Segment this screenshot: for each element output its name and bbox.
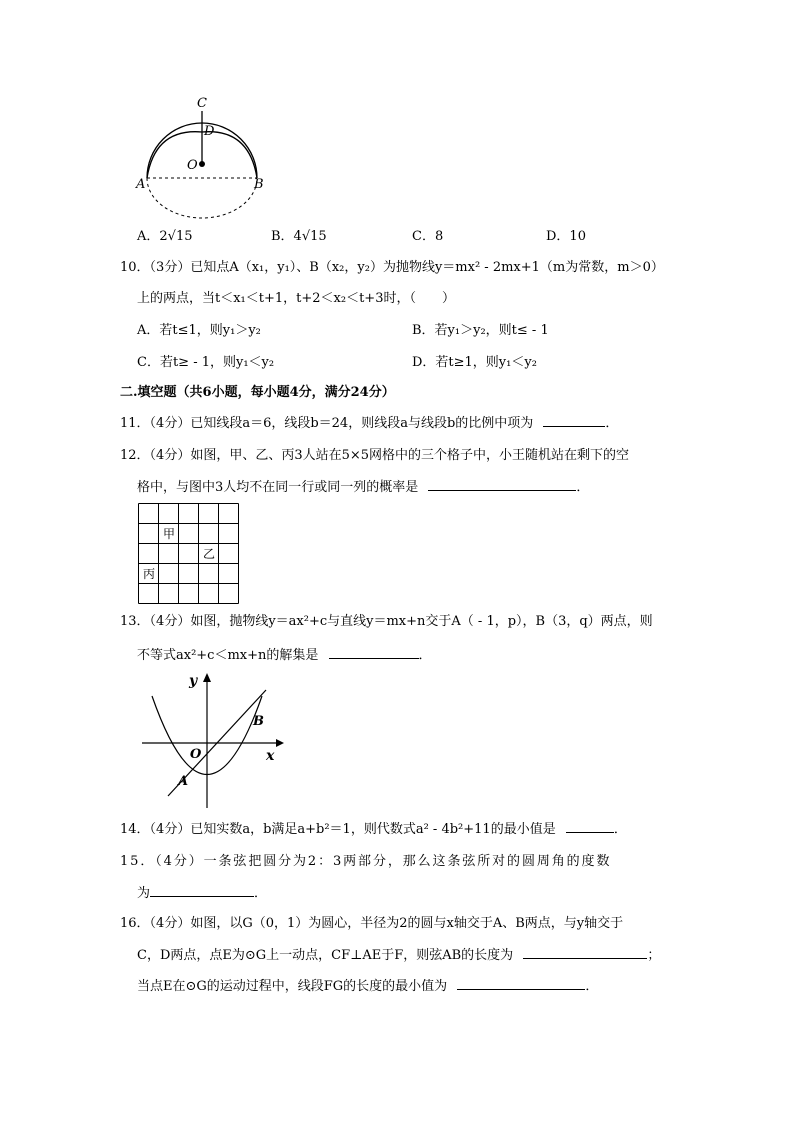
q16-period: ． [585,979,599,994]
q16-ab-answer-blank[interactable] [523,945,647,959]
q9-label-o: O [187,158,198,173]
q13-y-arrow [203,673,211,682]
q16-line-3 [137,976,598,997]
q13-label-y: y [189,673,198,689]
q9-label-d: D [204,124,215,139]
q10-option-c: C．若t≥ - 1，则y₁＜y₂ [137,355,275,370]
q13-figure [138,668,288,813]
q15-line-2 [137,883,267,904]
q12-cell-jia: 甲 [162,527,175,541]
q15-text-2: 为 [137,886,151,901]
q12-period: ． [576,480,590,495]
q9-option-b: B．4√15 [271,229,327,244]
q15-line-1: 15．（4分）一条弦把圆分为2：3两部分，那么这条弦所对的圆周角的度数 [120,854,612,869]
q12-text-2: 格中，与图中3人均不在同一行或同一列的概率是 [137,480,419,495]
q14-line [120,819,627,840]
section-2-title: 二.填空题（共6小题，每小题4分，满分24分） [120,385,395,400]
q9-option-a: A．2√15 [137,229,193,244]
q14-answer-blank[interactable] [566,819,614,833]
q13-text-2: 不等式ax²+c＜mx+n的解集是 [137,648,319,663]
q16-text-2: C，D两点，点E为⊙G上一动点，CF⊥AE于F，则弦AB的长度为 [137,948,514,963]
q16-semicolon: ； [647,948,661,963]
q10-line-1: 10．（3分）已知点A（x₁，y₁）、B（x₂，y₂）为抛物线y＝mx² - 2mx+1（m为常数，m＞0） [120,260,664,275]
q9-label-c: C [197,96,207,111]
q13-line-1: 13．（4分）如图，抛物线y＝ax²+c与直线y＝mx+n交于A（ - 1，p），B（3，q）两点，则 [120,614,653,629]
q12-grid-lines [138,503,239,604]
q9-option-c: C．8 [412,229,444,244]
q13-label-a: A [178,774,189,789]
q12-answer-blank[interactable] [428,477,576,491]
q16-text-3: 当点E在⊙G的运动过程中，线段FG的长度的最小值为 [137,979,448,994]
q12-cell-yi: 乙 [202,547,215,561]
q13-label-o: O [190,747,202,762]
q9-label-b: B [254,177,264,192]
q13-x-arrow [276,739,284,747]
q15-period: ． [254,886,268,901]
q16-line-2 [137,945,660,966]
q10-option-d: D．若t≥1，则y₁＜y₂ [412,355,537,370]
q10-option-b: B．若y₁＞y₂，则t≤ - 1 [412,323,549,338]
q11-answer-blank[interactable] [543,413,605,427]
q14-text: 14．（4分）已知实数a，b满足a+b²＝1，则代数式a² - 4b²+11的最小值是 [120,822,556,837]
q12-line-1: 12．（4分）如图，甲、乙、丙3人站在5×5网格中的三个格子中，小王随机站在剩下的空 [120,448,630,463]
q9-arc-dashed [147,178,257,218]
q16-fg-answer-blank[interactable] [457,976,585,990]
q16-line-1: 16．（4分）如图，以G（0，1）为圆心，半径为2的圆与x轴交于A、B两点，与y轴交于 [120,916,624,931]
q14-period: ． [613,822,627,837]
q9-option-d: D．10 [546,229,586,244]
q15-answer-blank[interactable] [150,883,254,897]
q9-point-o [199,161,205,167]
q13-label-b: B [253,714,264,729]
q10-option-a: A．若t≤1，则y₁＞y₂ [137,323,261,338]
q12-grid [138,503,239,604]
q10-line-2: 上的两点，当t＜x₁＜t+1，t+2＜x₂＜t+3时，（ ） [137,291,455,306]
q11-line [120,413,618,434]
q9-figure [130,92,270,222]
q13-label-x: x [266,748,275,764]
q11-period: ． [605,416,619,431]
q13-answer-blank[interactable] [329,645,419,659]
q12-cell-bing: 丙 [142,567,155,581]
q9-label-a: A [136,177,146,192]
q13-line-2 [137,645,432,666]
q13-period: ． [418,648,432,663]
q11-text: 11．（4分）已知线段a＝6，线段b＝24，则线段a与线段b的比例中项为 [120,416,534,431]
q12-line-2 [137,477,589,498]
